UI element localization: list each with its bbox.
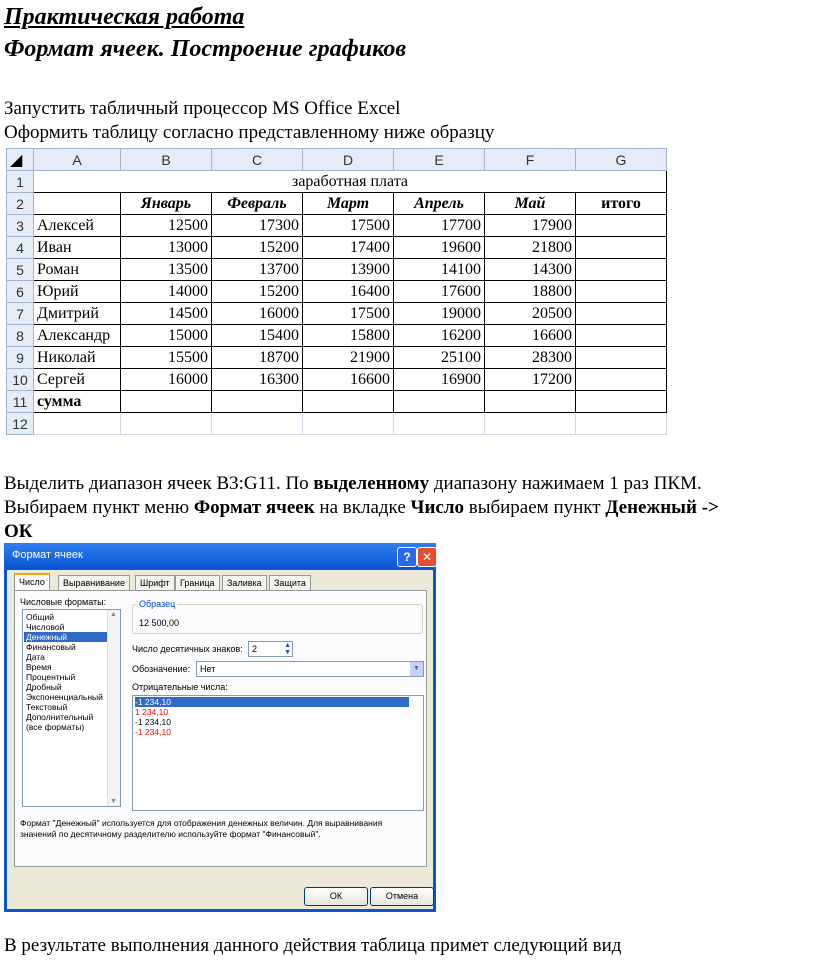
format-item[interactable]: Экспоненциальный	[26, 692, 103, 702]
value-cell[interactable]: 17500	[303, 303, 394, 325]
number-tab-panel	[14, 590, 427, 867]
sum-cell[interactable]	[212, 391, 303, 413]
row-header[interactable]: 3	[7, 215, 34, 237]
value-cell[interactable]: 15500	[121, 347, 212, 369]
sum-cell[interactable]	[303, 391, 394, 413]
tab-number[interactable]: Число	[14, 573, 50, 592]
value-cell[interactable]: 14000	[121, 281, 212, 303]
column-header[interactable]: E	[394, 149, 485, 171]
value-cell[interactable]: 14100	[394, 259, 485, 281]
month-header[interactable]: Февраль	[212, 193, 303, 215]
value-cell[interactable]: 14500	[121, 303, 212, 325]
total-cell[interactable]	[576, 259, 667, 281]
value-cell[interactable]: 17400	[303, 237, 394, 259]
format-description-2: значений по десятичному разделителю используйте формат "Финансовый".	[20, 829, 321, 839]
decimals-spinner[interactable]	[248, 641, 293, 657]
total-cell[interactable]	[576, 347, 667, 369]
empty-cell[interactable]	[576, 413, 667, 435]
sample-label: Образец	[139, 599, 176, 609]
value-cell[interactable]: 17300	[212, 215, 303, 237]
month-header[interactable]: Март	[303, 193, 394, 215]
text: на вкладке	[314, 497, 411, 518]
value-cell[interactable]: 18800	[485, 281, 576, 303]
sum-cell[interactable]	[121, 391, 212, 413]
sample-group	[132, 599, 423, 634]
row-header[interactable]: 5	[7, 259, 34, 281]
value-cell[interactable]: 17700	[394, 215, 485, 237]
symbol-value: Нет	[200, 664, 216, 674]
value-cell[interactable]: 19600	[394, 237, 485, 259]
value-cell[interactable]: 15200	[212, 281, 303, 303]
column-header[interactable]: G	[576, 149, 667, 171]
instruction-line-1	[4, 472, 702, 496]
text-bold: Формат ячеек	[193, 497, 315, 518]
value-cell[interactable]: 13900	[303, 259, 394, 281]
format-cells-dialog	[4, 543, 436, 912]
name-cell[interactable]: Сергей	[34, 369, 121, 391]
month-header[interactable]: Май	[485, 193, 576, 215]
value-cell[interactable]: 17200	[485, 369, 576, 391]
value-cell[interactable]: 16000	[212, 303, 303, 325]
format-item[interactable]: Текстовый	[26, 702, 68, 712]
negative-item-selected[interactable]: -1 234,10	[135, 697, 409, 707]
row-header[interactable]: 9	[7, 347, 34, 369]
name-cell[interactable]: Николай	[34, 347, 121, 369]
sum-label-cell[interactable]: сумма	[34, 391, 121, 413]
row-header[interactable]: 10	[7, 369, 34, 391]
row-header[interactable]: 1	[7, 171, 34, 193]
dialog-body	[7, 570, 433, 909]
empty-cell[interactable]	[121, 413, 212, 435]
empty-cell[interactable]	[485, 413, 576, 435]
total-cell[interactable]	[576, 303, 667, 325]
value-cell[interactable]: 16900	[394, 369, 485, 391]
name-cell[interactable]: Иван	[34, 237, 121, 259]
decimals-value: 2	[252, 644, 258, 654]
sum-cell[interactable]	[576, 391, 667, 413]
month-header[interactable]: Январь	[121, 193, 212, 215]
name-cell[interactable]: Дмитрий	[34, 303, 121, 325]
value-cell[interactable]: 16400	[303, 281, 394, 303]
value-cell[interactable]: 21800	[485, 237, 576, 259]
step-1: Запустить табличный процессор MS Office Excel	[4, 98, 401, 119]
value-cell[interactable]: 16600	[485, 325, 576, 347]
empty-cell[interactable]	[394, 413, 485, 435]
row-header[interactable]: 6	[7, 281, 34, 303]
select-all-corner[interactable]: ◢	[7, 149, 34, 171]
empty-cell[interactable]	[303, 413, 394, 435]
total-cell[interactable]	[576, 237, 667, 259]
negative-label: Отрицательные числа:	[132, 682, 228, 692]
total-cell[interactable]	[576, 325, 667, 347]
help-button[interactable]: ?	[397, 547, 417, 567]
cell[interactable]	[34, 193, 121, 215]
value-cell[interactable]: 17500	[303, 215, 394, 237]
column-header[interactable]: F	[485, 149, 576, 171]
tab-alignment[interactable]: Выравнивание	[58, 575, 130, 590]
banner-cell[interactable]: заработная плата	[34, 171, 667, 193]
tab-fill[interactable]: Заливка	[222, 575, 267, 590]
value-cell[interactable]: 20500	[485, 303, 576, 325]
text: выбираем пункт	[463, 497, 606, 518]
value-cell[interactable]: 19000	[394, 303, 485, 325]
scroll-down-icon[interactable]: ▼	[110, 798, 117, 805]
value-cell[interactable]: 14300	[485, 259, 576, 281]
instruction-line-2	[4, 496, 719, 520]
formats-scrollbar[interactable]	[107, 610, 120, 806]
close-button[interactable]: ✕	[417, 547, 437, 567]
text: Выделить диапазон ячеек B3:G11. По	[4, 473, 314, 494]
spreadsheet-image	[6, 148, 674, 449]
row-header[interactable]: 2	[7, 193, 34, 215]
format-item[interactable]: Общий	[26, 612, 54, 622]
format-item[interactable]: Время	[26, 662, 52, 672]
negative-listbox[interactable]	[132, 695, 424, 811]
value-cell[interactable]: 21900	[303, 347, 394, 369]
negative-item[interactable]: 1 234,10	[135, 707, 169, 717]
decimals-label: Число десятичных знаков:	[132, 644, 243, 654]
value-cell[interactable]: 16300	[212, 369, 303, 391]
tab-border[interactable]: Граница	[175, 575, 220, 590]
negative-item[interactable]: -1 234,10	[135, 717, 171, 727]
value-cell[interactable]: 15800	[303, 325, 394, 347]
dialog-title: Формат ячеек	[12, 549, 83, 561]
value-cell[interactable]: 16200	[394, 325, 485, 347]
name-cell[interactable]: Александр	[34, 325, 121, 347]
name-cell[interactable]: Алексей	[34, 215, 121, 237]
value-cell[interactable]: 15200	[212, 237, 303, 259]
total-cell[interactable]	[576, 281, 667, 303]
value-cell[interactable]: 13500	[121, 259, 212, 281]
format-description-1: Формат "Денежный" используется для отображения денежных величин. Для выравнивания	[20, 818, 383, 828]
instruction-line-3: ОК	[4, 521, 33, 542]
value-cell[interactable]: 28300	[485, 347, 576, 369]
column-header[interactable]: C	[212, 149, 303, 171]
value-cell[interactable]: 25100	[394, 347, 485, 369]
row-header[interactable]: 7	[7, 303, 34, 325]
name-cell[interactable]: Роман	[34, 259, 121, 281]
format-item[interactable]: Процентный	[26, 672, 76, 682]
row-header[interactable]: 11	[7, 391, 34, 413]
row-header[interactable]: 12	[7, 413, 34, 435]
chevron-down-icon[interactable]: ▼	[410, 662, 423, 676]
format-item[interactable]: Финансовый	[26, 642, 76, 652]
text: диапазону нажимаем 1 раз ПКМ.	[429, 473, 702, 494]
negative-item[interactable]: -1 234,10	[135, 727, 171, 737]
sum-cell[interactable]	[485, 391, 576, 413]
value-cell[interactable]: 13000	[121, 237, 212, 259]
column-header[interactable]: B	[121, 149, 212, 171]
tab-font[interactable]: Шрифт	[135, 575, 175, 590]
page-subtitle: Формат ячеек. Построение графиков	[4, 36, 407, 62]
value-cell[interactable]: 15400	[212, 325, 303, 347]
format-item[interactable]: Числовой	[26, 622, 65, 632]
empty-cell[interactable]	[212, 413, 303, 435]
text: Выбираем пункт меню	[4, 497, 194, 518]
total-header[interactable]: итого	[576, 193, 667, 215]
result-text: В результате выполнения данного действия таблица примет следующий вид	[4, 935, 622, 956]
total-cell[interactable]	[576, 215, 667, 237]
page-title: Практическая работа	[4, 4, 245, 30]
format-item[interactable]: Дробный	[26, 682, 62, 692]
sum-cell[interactable]	[394, 391, 485, 413]
spin-icon[interactable]: ▲ ▼	[284, 642, 291, 656]
value-cell[interactable]: 16000	[121, 369, 212, 391]
value-cell[interactable]: 17600	[394, 281, 485, 303]
empty-cell[interactable]	[34, 413, 121, 435]
formats-label: Числовые форматы:	[20, 597, 107, 607]
symbol-label: Обозначение:	[132, 664, 191, 674]
row-header[interactable]: 4	[7, 237, 34, 259]
format-item[interactable]: Дополнительный	[26, 712, 94, 722]
total-cell[interactable]	[576, 369, 667, 391]
ok-button[interactable]: ОК	[304, 887, 368, 906]
name-cell[interactable]: Юрий	[34, 281, 121, 303]
value-cell[interactable]: 18700	[212, 347, 303, 369]
column-header[interactable]: D	[303, 149, 394, 171]
sample-value: 12 500,00	[139, 618, 180, 628]
value-cell[interactable]: 15000	[121, 325, 212, 347]
dialog-titlebar[interactable]	[4, 543, 436, 569]
value-cell[interactable]: 16600	[303, 369, 394, 391]
row-header[interactable]: 8	[7, 325, 34, 347]
step-2: Оформить таблицу согласно представленному ниже образцу	[4, 122, 495, 143]
value-cell[interactable]: 17900	[485, 215, 576, 237]
column-header[interactable]: A	[34, 149, 121, 171]
symbol-select[interactable]	[196, 661, 424, 677]
value-cell[interactable]: 13700	[212, 259, 303, 281]
format-item[interactable]: (все форматы)	[26, 722, 85, 732]
format-item-selected[interactable]: Денежный	[24, 632, 112, 642]
cancel-button[interactable]: Отмена	[370, 887, 434, 906]
month-header[interactable]: Апрель	[394, 193, 485, 215]
text-bold: Денежный ->	[605, 497, 719, 518]
text-bold: Число	[410, 497, 464, 518]
format-item[interactable]: Дата	[26, 652, 45, 662]
scroll-up-icon[interactable]: ▲	[110, 611, 117, 618]
value-cell[interactable]: 12500	[121, 215, 212, 237]
tab-protection[interactable]: Защита	[269, 575, 311, 590]
text-bold: выделенному	[313, 473, 430, 494]
formats-listbox[interactable]	[22, 609, 121, 807]
